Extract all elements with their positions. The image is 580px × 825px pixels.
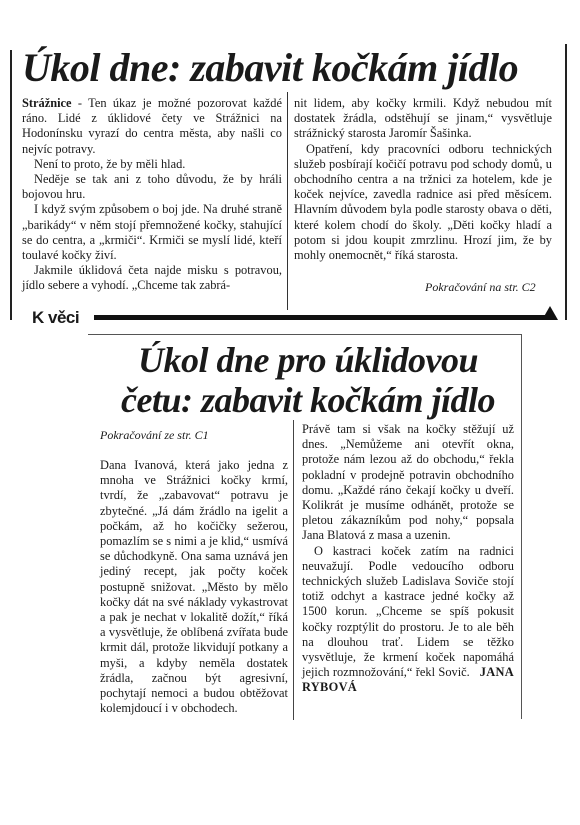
paragraph-text: Právě tam si však na kočky stěžují už dnes. „Nemůžeme ani otevřít okna, protože nám lezou až do obchodu,“ řekla pokladní v prodejně potravin obchodního domu. „Každé ráno čekají kočky u dveří. Kolikrát je musíme odhánět, protože se pletou zákazníkům pod nohy,“ popsala Jana Blatová z masa a uzenin. [302,422,514,543]
continuation-note: Pokračování ze str. C1 [100,428,209,442]
dateline-place: Strážnice [22,96,72,110]
headline-top: Úkol dne: zabavit kočkám jídlo [22,45,519,90]
paragraph-text: Jakmile úklidová četa najde misku s potravou, jídlo sebere a vyhodí. „Chceme tak zabrá- [22,263,282,293]
column-rule [521,334,522,719]
paragraph-text: Dana Ivanová, která jako jedna z mnoha ve Strážnici kočky krmí, tvrdí, že „zabavovat“ potravu je zbytečné. „Já dám žrádlo na igelit a počkám, až ho kočičky sežerou, pomazlím se s nimi a je klid,“ usmívá se důchodkyně. Ona sama uznává jen jediný recept, jak počty koček postupně snižovat. „Město by mělo kočky dát na své náklady vykastrovat a pak je nechat v lokalitě dožít,“ říká a vysvětluje, že oblíbená zvířata bude krmit dál, protože likvidují potkany a myši, a kdyby neměla dostatek žrádla, začnou být agresivní, pochytají nemoci a budou obtěžovat kolemjdoucí i v obchodech. [100,458,288,716]
byline: JANA RYBOVÁ [302,665,514,695]
column-rule [10,50,12,320]
section-rule [94,315,552,320]
article1-lead-paragraph [22,96,282,157]
column-separator [287,92,288,310]
paragraph-text: Není to proto, že by měli hlad. [34,156,186,171]
section-bar [10,308,570,326]
article2-column-1 [100,458,288,716]
continuation-note: Pokračování na str. C2 [425,280,536,294]
paragraph-text: Opatření, kdy pracovníci odboru technických služeb posbírají kočičí potravu pod schody domů, u obchodního centra a na tržnici za hotelem, kde je koček nejvíce, zavedla radnice asi před měsícem. Hlavním důvodem byla podle starosty obava o děti, které kolem chodí do školy. „Děti kočky hladí a potom si jdou koupit zmrzlinu. Hrozí jim, že by mohly onemocnět,“ říká starosta. [294,141,552,263]
article2-last-paragraph [302,544,514,696]
paragraph-text: I když svým způsobem o boj jde. Na druhé straně „barikády“ v něm stojí přemnožené kočky, stahující se do centra, a „krmiči“. Krmiči se myslí lidé, kteří toulavé kočky živí. [22,202,282,263]
article1-column-1 [22,96,282,294]
paragraph-text: nit lidem, aby kočky krmili. Když nebudou mít dostatek žrádla, odstěhují se jinam,“ vysvětluje strážnický starosta Jaromír Šašinka. [294,96,552,141]
headline-bottom: Úkol dne pro úklidovou četu: zabavit kočkám jídlo [121,340,495,420]
article1-column-2 [294,96,552,263]
column-rule [88,334,522,335]
paragraph-text: - Ten úkaz je možné pozorovat každé ráno. Lidé z úklidové čety ve Strážnici na Hodonínsku vyrazí do centra města, aby našli co nejvíc potravy. [22,96,282,156]
paragraph-text: O kastraci koček zatím na radnici neuvažují. Podle vedoucího odboru technických služeb Ladislava Soviče stojí totiž odchyt a kastrace jedné kočky až 1500 korun. „Chceme se spíš pokusit kočky rozptýlit do prostoru. Je to ale běh na dlouhou trať. Lidem se těžko vysvětluje, že krmení koček napomáhá jejich rozmnožování,“ řekl Sovič. [302,543,514,680]
column-separator [293,420,294,720]
paragraph-text: Neděje se tak ani z toho důvodu, že by hráli bojovou hru. [22,172,282,202]
column-rule [565,44,567,320]
section-tab-icon [542,306,558,320]
article2-column-2 [302,422,514,696]
section-label: K věci [32,308,80,327]
